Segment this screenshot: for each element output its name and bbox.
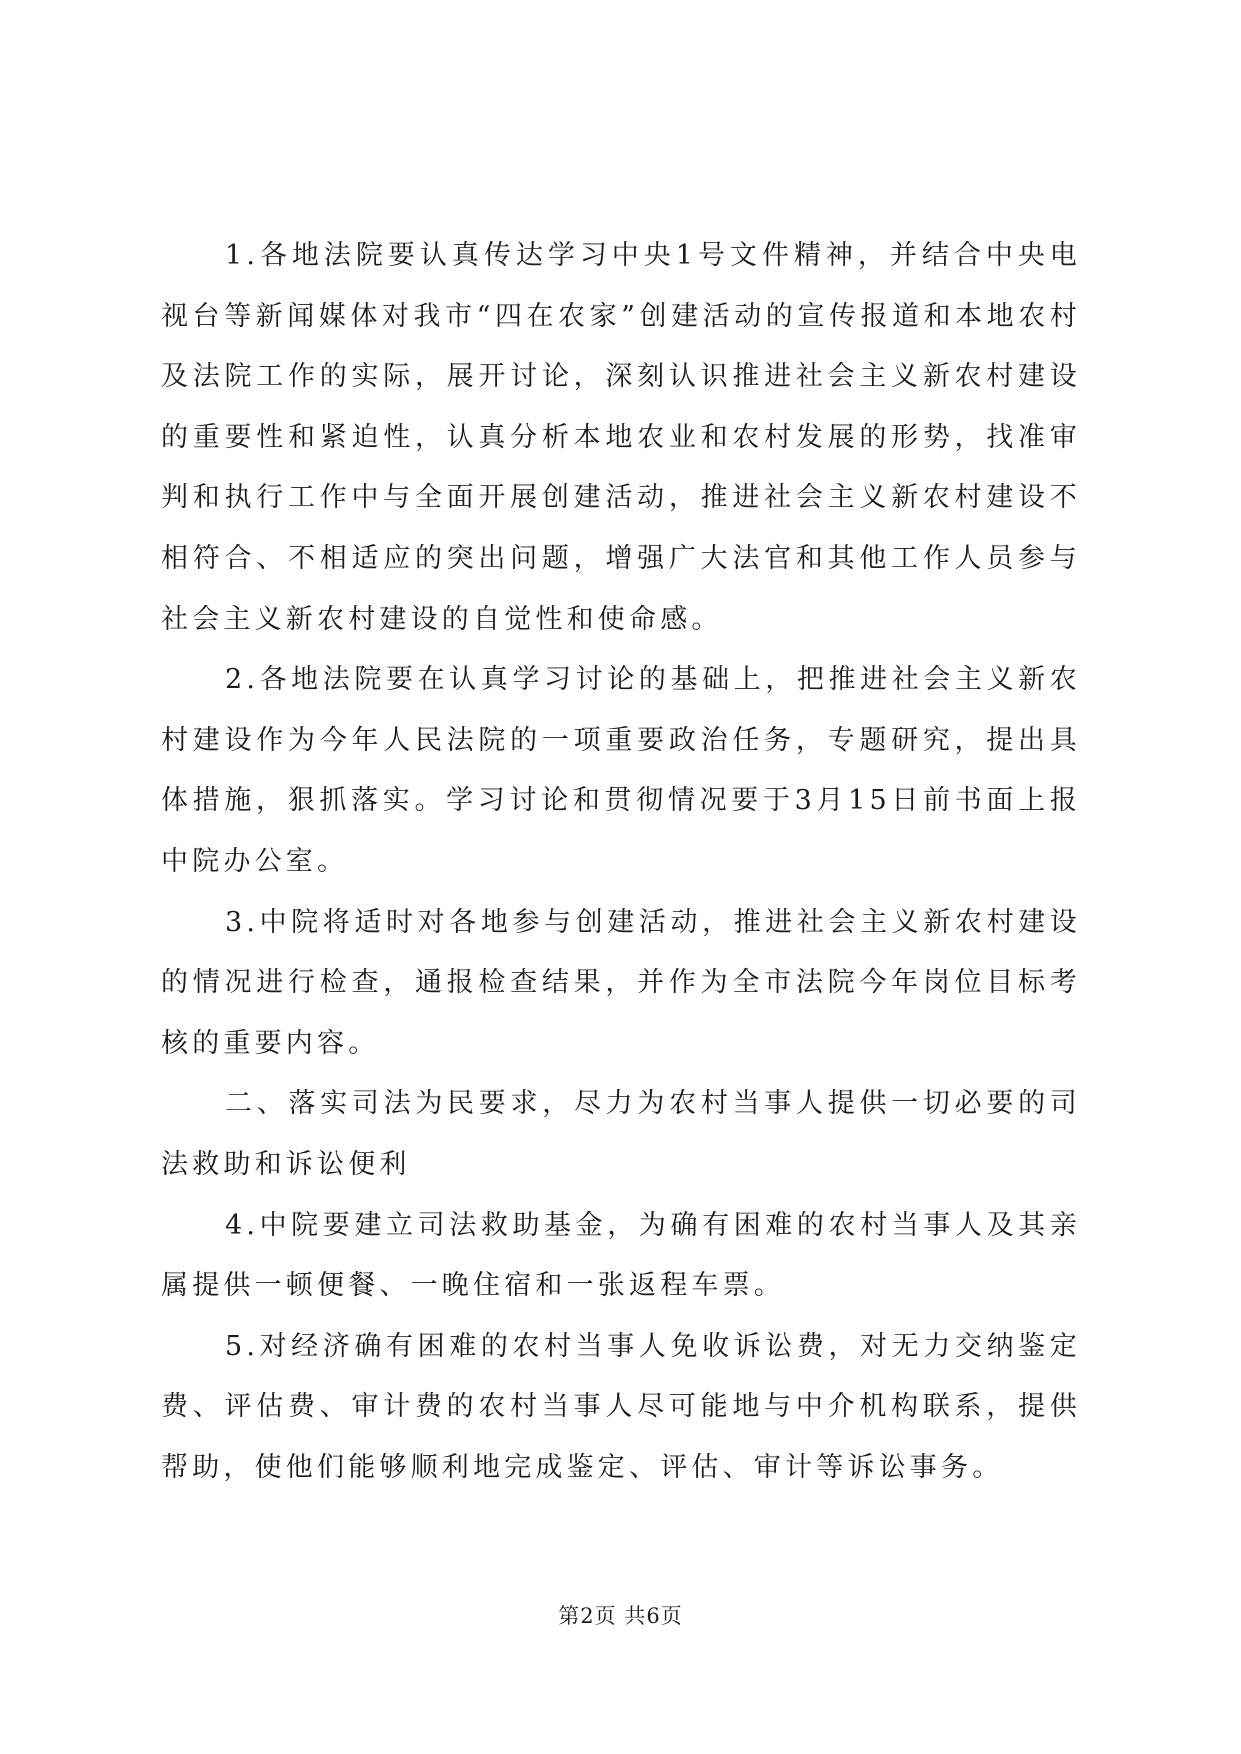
paragraph-5: 5.对经济确有困难的农村当事人免收诉讼费，对无力交纳鉴定费、评估费、审计费的农村当事人尽可能地与中介机构联系，提供帮助，使他们能够顺利地完成鉴定、评估、审计等诉讼事务。 (161, 1330, 1081, 1483)
paragraph-3: 3.中院将适时对各地参与创建活动，推进社会主义新农村建设的情况进行检查，通报检查结果，并作为全市法院今年岗位目标考核的重要内容。 (161, 906, 1081, 1059)
paragraph-1: 1.各地法院要认真传达学习中央1号文件精神，并结合中央电视台等新闻媒体对我市“四在农家”创建活动的宣传报道和本地农村及法院工作的实际，展开讨论，深刻认识推进社会主义新农村建设的重要性和紧迫性，认真分析本地农业和农村发展的形势，找准审判和执行工作中与全面开展创建活动，推进社会主义新农村建设不相符合、不相适应的突出问题，增强广大法官和其他工作人员参与社会主义新农村建设的自觉性和使命感。 (161, 240, 1081, 635)
paragraph-4: 4.中院要建立司法救助基金，为确有困难的农村当事人及其亲属提供一顿便餐、一晚住宿和一张返程车票。 (161, 1209, 1081, 1302)
document-body (161, 226, 1081, 1498)
page-footer: 第2页 共6页 (558, 1604, 683, 1628)
paragraph-2: 2.各地法院要在认真学习讨论的基础上，把推进社会主义新农村建设作为今年人民法院的一项重要政治任务，专题研究，提出具体措施，狠抓落实。学习讨论和贯彻情况要于3月15日前书面上报中院办公室。 (161, 664, 1081, 877)
section-heading: 二、落实司法为民要求，尽力为农村当事人提供一切必要的司法救助和诉讼便利 (161, 1088, 1081, 1180)
